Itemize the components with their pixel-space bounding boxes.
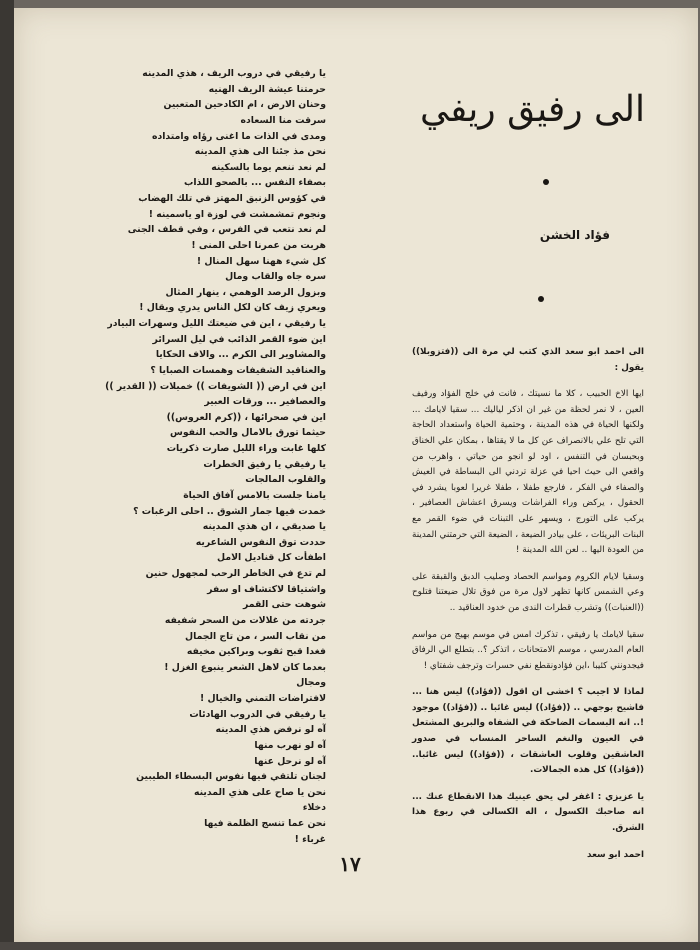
poem-line: بصفاء النفس ... بالصحو اللذاب (184, 177, 326, 189)
poem-line: جردته من غلالات من السحر شفيفه (164, 614, 326, 626)
page-number: ١٧ (339, 852, 361, 876)
article-title: الى رفيق ريفي (420, 89, 645, 130)
poem-line: والعناقيد الشفيفات وهمسات الصبايا ؟ (150, 364, 326, 376)
poem-line: واشتياقا لاكتشاف او سفر (207, 583, 326, 595)
poem-line: والعصافير ... ورقات العبير (204, 396, 326, 408)
poem-line: لافتراضات التمني والخيال ! (200, 693, 326, 704)
ornament-dot-top (543, 179, 549, 185)
poem-line: شوهت حتى القمر (242, 599, 326, 611)
poem-line: كلها غابت وراء الليل صارت ذكريات (166, 443, 326, 454)
letter-paragraph: سقيا لايامك يا رفيقي ، تذكرك امس في موسم بهيج من مواسم العام المدرسي ، موسم الامتحانات ، اتذكر ؟.. بتطلع الي الرفاق فيجدونني كئيبا ،اين فؤادونقطع نفي حسرات وترجف شفتاي ! (412, 629, 644, 671)
poem-line: يا رفيقي يا رفيق الخطرات (203, 458, 326, 470)
poem-line: والمشاوير الى الكرم ... والاف الحكايا (155, 349, 326, 361)
poem-line: اين ضوء القمر الذائب في ليل السرائر (152, 333, 326, 345)
poem-line: اين في صحرائها ، ((كرم العروس)) (166, 411, 326, 423)
letter-intro: الى احمد ابو سعد الذي كتب لي مرة الى ((فتزوبلا)) يقول : (412, 347, 644, 373)
poem-line: من نقاب السر ، من تاج الجمال (185, 630, 326, 642)
letter-paragraph: يا عزيزي : اغفر لي يحق عينيك هذا الانقطاع عنك ... انه صاحبك الكسول ، اله الكسالى في ربوع هذا الشرق. (412, 791, 644, 834)
poem-line: بعدما كان لاهل الشعر ينبوع الغزل ! (164, 661, 326, 673)
page-shadow-bottom (0, 942, 700, 950)
poem-line: حيثما تورق بالامال والحب النفوس (170, 427, 326, 439)
poem-line: نحن يا صاح على هذي المدينه (194, 786, 326, 798)
poem-line: اطفأت كل قناديل الامل (217, 552, 326, 564)
poem-line: في كؤوس الزنبق المهتز في تلك الهضاب (138, 193, 326, 204)
letter-signature: احمد ابو سعد (587, 849, 644, 860)
poem-line: نحن مذ جئنا الى هذي المدينه (194, 146, 326, 158)
letter-paragraph: لماذا لا اجيب ؟ اخشى ان اقول ((فؤاد)) ليس هنا ... فاشيح بوجهي .. ((فؤاد)) ليس غائبا .. ((فؤاد)) موجود !.. انه البسمات الضاحكة في الشفاه والبريق المشتعل في العيون والنغم الساحر المنساب في صدور العاشقين وقلوب العاشقات ، ((فؤاد)) ليس غائبا.. ((فؤاد)) كل هذه الجمالات. (412, 687, 644, 776)
poem-line: كل شيء ههنا سهل المنال ! (196, 255, 326, 267)
poem-line: آه لو نرحل عنها (254, 755, 326, 767)
poem-line: لجنان تلتقي فيها نفوس البسطاء الطيبين (136, 771, 326, 783)
poem-line: ويعري زيف كان لكل الناس يدري ويقال ! (139, 302, 326, 314)
poem-line: يا رفيقي في الدروب الهادئات (189, 708, 326, 720)
poem-line: يامنا جلست بالامس آفاق الحياة (183, 489, 326, 501)
poem-line: ومجال (296, 677, 326, 689)
poem-line: سرقت منا السعاده (240, 114, 326, 126)
poem-line: نحن عما تنسج الظلمة فيها (204, 818, 326, 829)
poem-line: هربت من عمرنا احلى المنى ! (191, 239, 326, 251)
poem-line: فغدا قبح ثقوب وبراكين مخيفه (186, 646, 326, 658)
poem-line: ونجوم تمشمشت في لوزة او ياسمينه ! (148, 208, 326, 220)
poem-line: سره جاه والقاب ومال (225, 271, 326, 283)
poem-line: والقلوب المالجات (245, 474, 326, 486)
poem-line: وحنان الارض ، ام الكادحين المتعبين (163, 99, 326, 111)
poem-line: حرمتنا عيشة الريف الهنيه (208, 83, 326, 95)
poem-line: يا رفيقي في دروب الريف ، هذي المدينه (142, 68, 326, 79)
poem-line: لم نعد نتعب في الفرس ، وفي قطف الجنى (127, 224, 326, 236)
poem-line: لم تدع في الخاطر الرحب لمجهول حنين (145, 568, 326, 579)
poem-line: وبزول الرصد الوهمي ، ينهار المثال (165, 286, 326, 298)
poem-line: حددت توق النفوس الشاعريه (195, 536, 326, 548)
letter-column (412, 345, 644, 863)
poem-line: دخلاء (302, 802, 326, 814)
poem-line: خمدت فيها جمار الشوق .. احلى الرغبات ؟ (133, 505, 326, 517)
poem-line: يا صديقي ، ان هذي المدينه (202, 521, 326, 533)
author-name: فؤاد الخشن (539, 228, 610, 242)
poem-line: آه لو نرفض هذي المدينه (215, 724, 326, 736)
poem-line: غرباء ! (294, 833, 326, 845)
poem-line: ومدى في الذات ما اغنى رؤاه وامتداده (151, 130, 326, 142)
poem-line: لم نعد ننعم يوما بالسكينه (211, 161, 326, 173)
letter-paragraph: وسقيا لايام الكروم ومواسم الحصاد وصليب الدبق والقبقة على وعي الشمس كانها تظهر لاول مرة من فوق تلال ضيعتنا فتلوح ((العنبات)) وتشرب قطرات الندى من خدود العناقيد .. (412, 571, 644, 613)
ornament-dot-bottom (538, 296, 544, 302)
poem-line: يا رفيقي ، اين في ضيعتك الليل وسهرات البيادر (107, 318, 326, 329)
poem-line: اين في ارض (( الشويفات )) خميلات (( القدير )) (105, 380, 326, 392)
letter-paragraph: ايها الاخ الحبيب ، كلا ما نسيتك ، فانت في خلج الفؤاد ورفيف العين ، لا نمر لحظة من غير ان اذكر لياليك ... سقيا لايامك ... ولكنها الحياة في هذه المدينة ، وحتمية الحياة واستعداد الحاجة التي تلح علي بالانصراف عن كل ما لا يقتاها ، بمكان علي الخناق وبحبسان في التنفس ، اود لو انجو من حياتي ، واهرب من واقعي الى حيث احيا في عزلة تردني الى البساطة في العيش والصفاء في الفكر ، فارجع طفلا ، طفلا غريرا لعوبا يشرد في الحقول ، يركض وراء الفراشات ويسرق اعشاش العصافير ، يركب على التورج ، ويسهر على التبنات في ضوء القمر مع البنات البريئات ، على بيادر الضيعة ، الضيعة التي حرمتني المدينة من العودة اليها .. لعن الله المدينة ! (412, 389, 644, 556)
poem-column (96, 66, 326, 847)
page-shadow-left (0, 0, 14, 950)
poem-line: آه لو نهرب منها (254, 739, 326, 751)
